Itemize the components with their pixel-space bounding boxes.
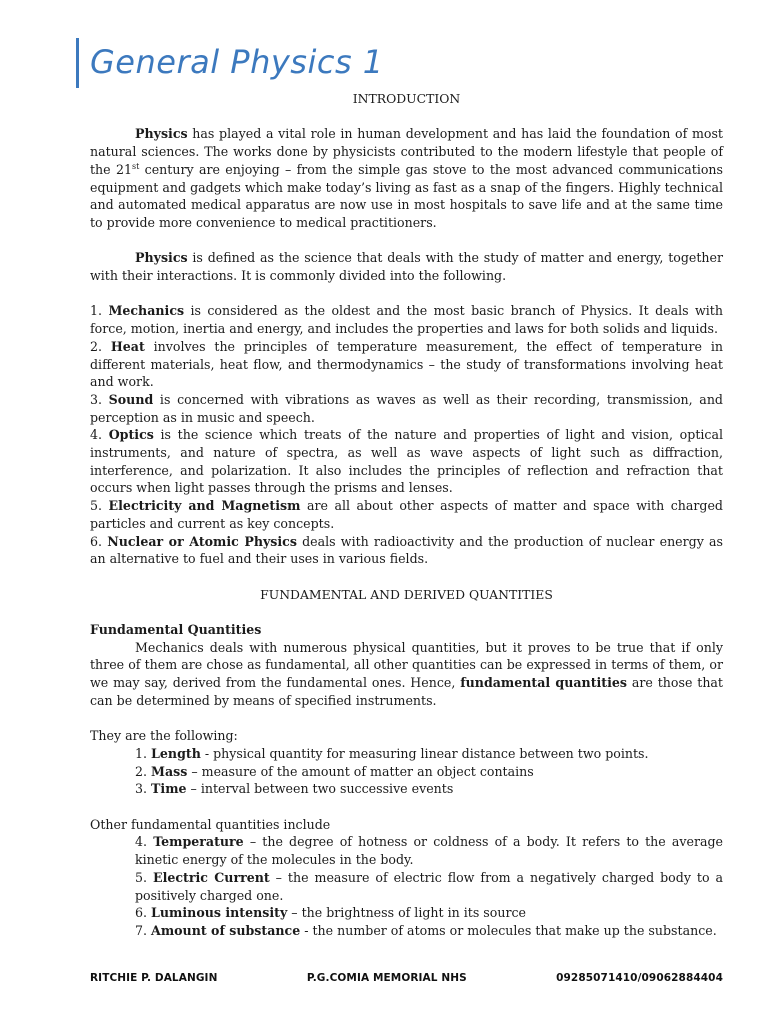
list-item: 3. Time – interval between two successive events: [135, 781, 454, 797]
page-title: General Physics 1: [90, 43, 384, 81]
other-quantities-list: [90, 833, 723, 939]
physics-term: Physics: [135, 250, 188, 266]
intro-paragraph-2: Physics is defined as the science that deals with the study of matter and energy, together with their interactions. It is commonly divided into the following.: [90, 250, 723, 283]
quantities-paragraph: Mechanics deals with numerous physical quantities, but it proves to be true that if only three of them are chose as fundamental, all other quantities can be expressed in terms of them, or we may say, derived from the fundamental ones. Hence, fundamental quantities are those that can be determined by means of specified instruments.: [90, 639, 723, 708]
introduction-heading: INTRODUCTION: [352, 91, 461, 106]
page-footer: [90, 972, 723, 984]
physics-term: Physics: [135, 126, 188, 142]
list-item: 6. Nuclear or Atomic Physics deals with radioactivity and the production of nuclear energy as an alternative to fuel and their uses in various fields.: [90, 533, 723, 567]
list-item: 5. Electric Current – the measure of electric flow from a negatively charged body to a positively charged one.: [135, 869, 723, 903]
footer-phone: 09285071410/09062884404: [556, 972, 723, 984]
list-item: 4. Temperature – the degree of hotness or coldness of a body. It refers to the average kinetic energy of the molecules in the body.: [135, 834, 723, 868]
list-item: 3. Sound is concerned with vibrations as waves as well as their recording, transmission, and perception as in music and speech.: [90, 391, 723, 425]
footer-school: P.G.COMIA MEMORIAL NHS: [306, 972, 467, 984]
list-item: 1. Mechanics is considered as the oldest and the most basic branch of Physics. It deals with force, motion, inertia and energy, and includes the properties and laws for both solids and liquids.: [90, 303, 723, 337]
other-quantities-intro: Other fundamental quantities include: [90, 816, 331, 832]
quantities-heading: FUNDAMENTAL AND DERIVED QUANTITIES: [260, 586, 553, 602]
list-item: 2. Mass – measure of the amount of matter an object contains: [135, 763, 534, 779]
branches-list: [90, 302, 723, 568]
list-item: 4. Optics is the science which treats of the nature and properties of light and vision, optical instruments, and nature of spectra, as well as wave aspects of light such as diffraction, interference, and polarization. It also includes the principles of reflection and refraction that occurs when light passes through the prisms and lenses.: [90, 427, 723, 496]
footer-author: RITCHIE P. DALANGIN: [90, 972, 218, 984]
list-item: 5. Electricity and Magnetism are all about other aspects of matter and space with charged particles and current as key concepts.: [90, 498, 723, 531]
fundamental-quantities-subheading: Fundamental Quantities: [90, 622, 262, 638]
title-accent-bar: [76, 38, 79, 88]
list-item: 6. Luminous intensity – the brightness of light in its source: [135, 905, 526, 921]
list-item: 1. Length - physical quantity for measuring linear distance between two points.: [135, 745, 649, 761]
list-intro: They are the following:: [90, 728, 238, 744]
intro-paragraph-1: Physics has played a vital role in human development and has laid the foundation of most natural sciences. The works done by physicists contributed to the modern lifestyle that people of the 21st century are enjoying – from the simple gas stove to the most advanced communications equipment and gadgets which make today’s living as fast as a snap of the fingers. Highly technical and automated medical apparatus are now use in most hospitals to save life and at the same time to provide more convenience to medical practitioners.: [90, 126, 723, 230]
list-item: 7. Amount of substance - the number of atoms or molecules that make up the substance.: [135, 922, 717, 938]
fundamental-list: [90, 745, 723, 798]
list-item: 2. Heat involves the principles of temperature measurement, the effect of temperature in different materials, heat flow, and thermodynamics – the study of transformations involving heat and work.: [90, 338, 723, 390]
document-body: [90, 90, 723, 940]
